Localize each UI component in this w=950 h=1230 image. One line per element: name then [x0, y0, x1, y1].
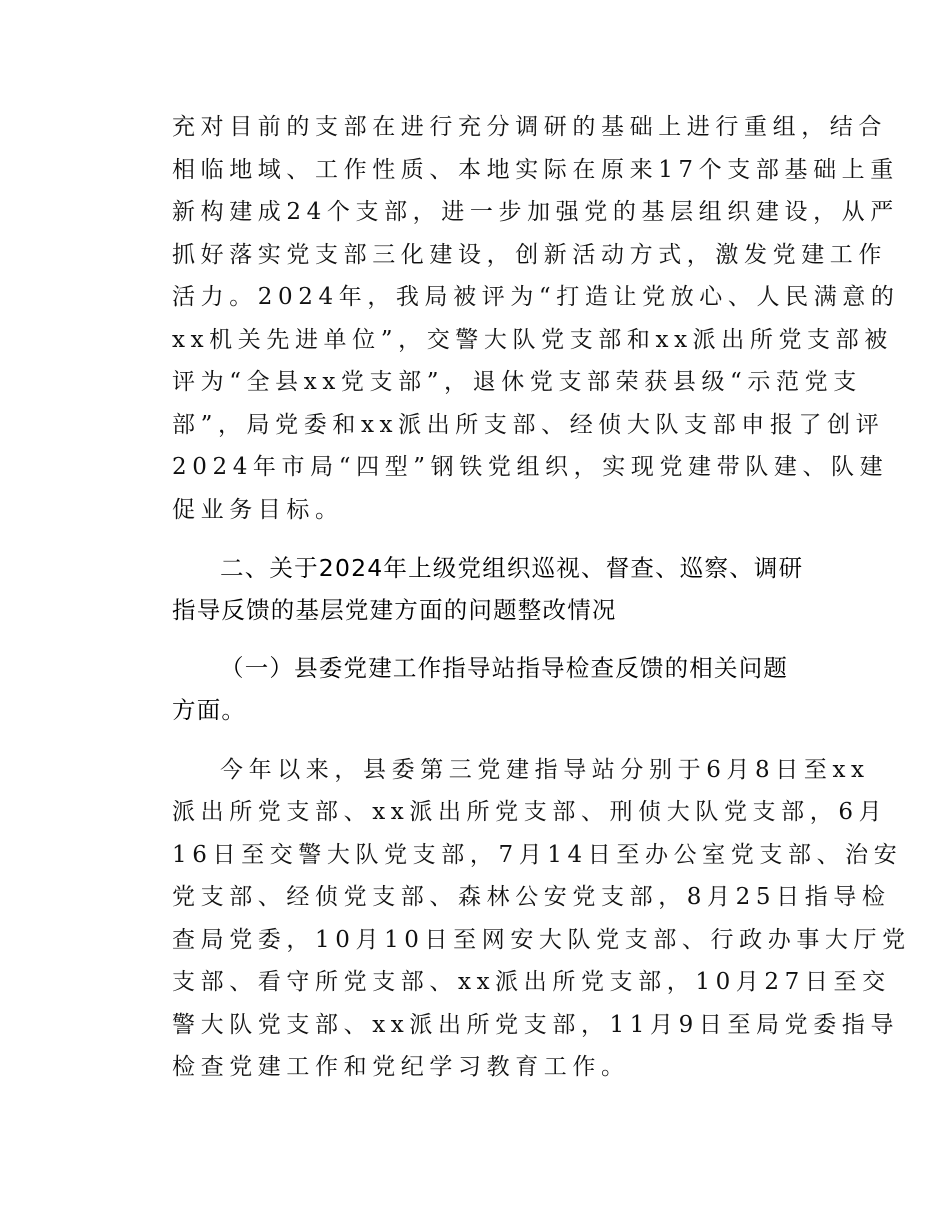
paragraph-line: 党支部、经侦党支部、森林公安党支部，8月25日指导检: [172, 884, 891, 910]
paragraph-line: 今年以来，县委第三党建指导站分别于6月8日至xx: [220, 757, 870, 783]
paragraph-line: 抓好落实党支部三化建设，创新活动方式，激发党建工作: [172, 242, 887, 268]
subsection-heading-line: （一）县委党建工作指导站指导检查反馈的相关问题: [220, 654, 789, 682]
paragraph-line: 新构建成24个支部，进一步加强党的基层组织建设，从严: [172, 199, 899, 225]
paragraph-line: 促业务目标。: [172, 497, 344, 523]
paragraph-line: 评为“全县xx党支部”，退休党支部荣获县级“示范党支: [172, 369, 862, 395]
paragraph-line: 检查党建工作和党纪学习教育工作。: [172, 1054, 630, 1080]
paragraph-line: 充对目前的支部在进行充分调研的基础上进行重组，结合: [172, 114, 887, 140]
section-heading-line: 二、关于2024年上级党组织巡视、督查、巡察、调研: [220, 554, 804, 582]
paragraph-line: 活力。2024年，我局被评为“打造让党放心、人民满意的: [172, 284, 900, 310]
paragraph-line: 派出所党支部、xx派出所党支部、刑侦大队党支部，6月: [172, 799, 888, 825]
paragraph-line: 部”，局党委和xx派出所支部、经侦大队支部申报了创评: [172, 412, 885, 438]
paragraph-line: 支部、看守所党支部、xx派出所党支部，10月27日至交: [172, 969, 891, 995]
paragraph-line: xx机关先进单位”，交警大队党支部和xx派出所党支部被: [172, 327, 893, 353]
paragraph-line: 查局党委，10月10日至网安大队党支部、行政办事大厅党: [172, 927, 911, 953]
paragraph-line: 16日至交警大队党支部，7月14日至办公室党支部、治安: [172, 842, 903, 868]
subsection-heading-line: 方面。: [172, 696, 247, 724]
section-heading-line: 指导反馈的基层党建方面的问题整改情况: [172, 596, 617, 624]
paragraph-line: 警大队党支部、xx派出所党支部，11月9日至局党委指导: [172, 1012, 900, 1038]
paragraph-line: 相临地域、工作性质、本地实际在原来17个支部基础上重: [172, 157, 899, 183]
paragraph-line: 2024年市局“四型”钢铁党组织，实现党建带队建、队建: [172, 454, 889, 480]
